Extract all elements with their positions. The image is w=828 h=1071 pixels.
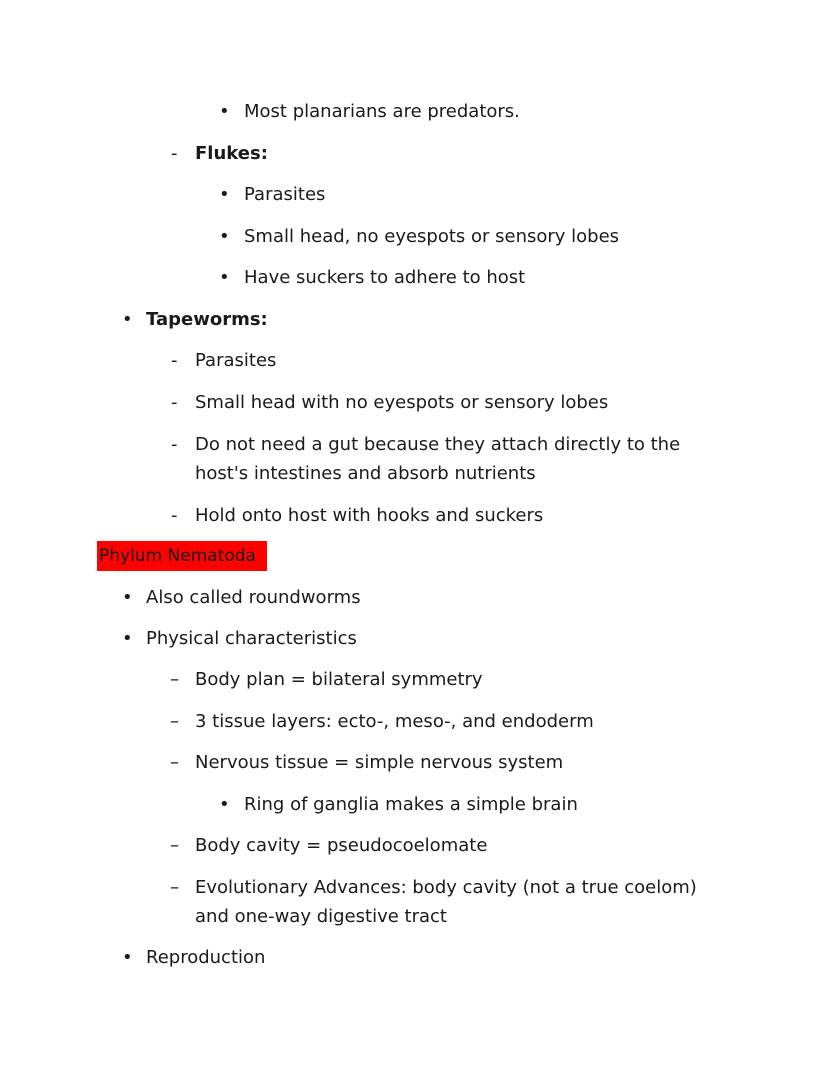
bullet-marker: • — [219, 101, 230, 122]
note-line-continuation: host's intestines and absorb nutrients — [195, 463, 536, 484]
subheading-flukes: Flukes: — [195, 143, 268, 164]
dash-marker: - — [171, 350, 178, 371]
note-line: Reproduction — [146, 947, 266, 968]
dash-marker: - — [171, 434, 178, 455]
section-heading: Phylum Nematoda — [99, 546, 256, 566]
bullet-marker: • — [219, 184, 230, 205]
dash-marker: – — [170, 711, 179, 732]
bullet-marker: • — [122, 309, 133, 330]
dash-marker: - — [171, 392, 178, 413]
note-line: Hold onto host with hooks and suckers — [195, 505, 544, 526]
dash-marker: - — [171, 505, 178, 526]
note-line: Nervous tissue = simple nervous system — [195, 752, 564, 773]
bullet-marker: • — [219, 226, 230, 247]
subheading-tapeworms: Tapeworms: — [146, 309, 268, 330]
dash-marker: – — [170, 835, 179, 856]
bullet-marker: • — [122, 587, 133, 608]
note-line: Evolutionary Advances: body cavity (not a true coelom) — [195, 877, 697, 898]
note-line: Physical characteristics — [146, 628, 357, 649]
bullet-marker: • — [219, 794, 230, 815]
bullet-marker: • — [122, 628, 133, 649]
note-line: Small head, no eyespots or sensory lobes — [244, 226, 620, 247]
note-line: 3 tissue layers: ecto-, meso-, and endoderm — [195, 711, 594, 732]
dash-marker: – — [170, 669, 179, 690]
note-line: Body plan = bilateral symmetry — [195, 669, 483, 690]
dash-marker: – — [170, 752, 179, 773]
section-heading-highlight — [97, 541, 267, 571]
note-line: Ring of ganglia makes a simple brain — [244, 794, 578, 815]
note-line-continuation: and one-way digestive tract — [195, 906, 447, 927]
dash-marker: - — [171, 143, 178, 164]
note-line: Parasites — [195, 350, 277, 371]
dash-marker: – — [170, 877, 179, 898]
note-line: Do not need a gut because they attach directly to the — [195, 434, 681, 455]
note-line: Small head with no eyespots or sensory lobes — [195, 392, 609, 413]
note-line: Parasites — [244, 184, 326, 205]
bullet-marker: • — [219, 267, 230, 288]
note-line: Body cavity = pseudocoelomate — [195, 835, 488, 856]
note-line: Have suckers to adhere to host — [244, 267, 526, 288]
bullet-marker: • — [122, 947, 133, 968]
note-line: Most planarians are predators. — [244, 101, 520, 122]
note-line: Also called roundworms — [146, 587, 361, 608]
